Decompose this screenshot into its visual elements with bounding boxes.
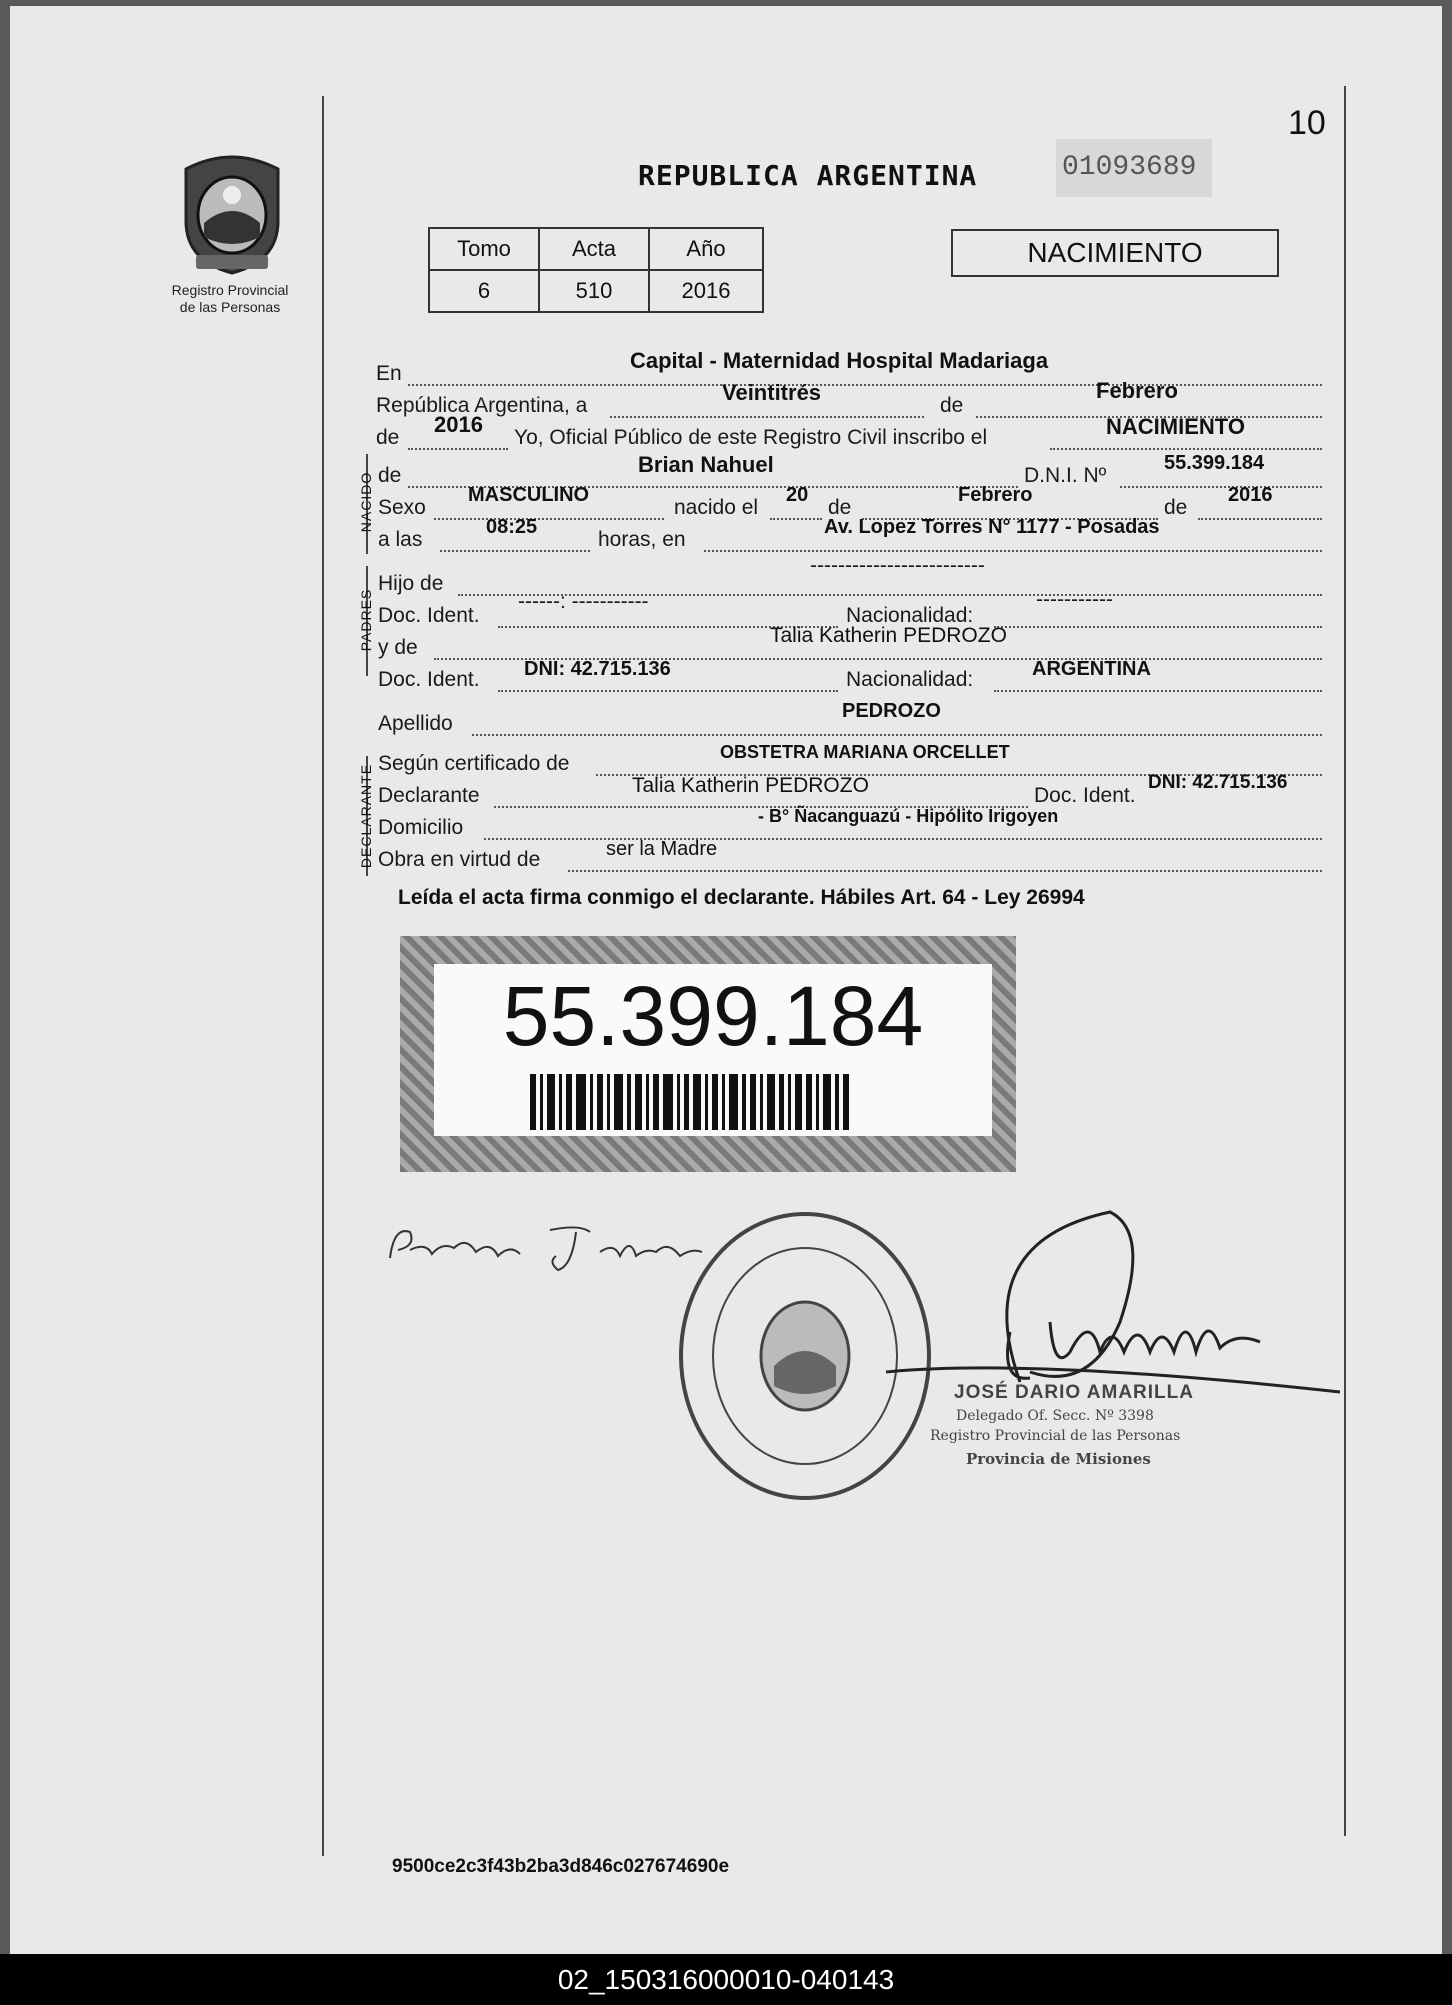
- dni-label: D.N.I. Nº: [1024, 464, 1107, 487]
- republica-label: República Argentina, a: [376, 394, 588, 417]
- nacido-side-label: NACIDO: [358, 471, 374, 533]
- birth-year: 2016: [1228, 484, 1273, 506]
- document-title: REPUBLICA ARGENTINA: [638, 159, 978, 192]
- day-value: Veintitrés: [722, 380, 822, 405]
- page-number: 10: [1288, 104, 1326, 142]
- mother-doc: DNI: 42.715.136: [524, 658, 671, 680]
- inscribe-value: NACIMIENTO: [1106, 414, 1245, 439]
- cert-label: Según certificado de: [378, 752, 570, 775]
- document-hash: 9500ce2c3f43b2ba3d846c027674690e: [392, 1856, 730, 1877]
- father-nationality: -----------: [1036, 588, 1113, 611]
- declarante-side-label: DECLARANTE: [358, 763, 374, 869]
- scan-footer-id: 02_150316000010-040143: [0, 1954, 1452, 2005]
- child-dni: 55.399.184: [1164, 452, 1265, 474]
- nacido-el-label: nacido el: [674, 496, 759, 519]
- apellido-value: PEDROZO: [842, 700, 941, 722]
- nacido-de-label: de: [378, 464, 402, 487]
- birth-day: 20: [786, 484, 809, 506]
- official-registry: Registro Provincial de las Personas: [930, 1428, 1181, 1444]
- sexo-label: Sexo: [378, 496, 426, 519]
- month-value: Febrero: [1096, 378, 1178, 403]
- declarante-label: Declarante: [378, 784, 480, 807]
- child-sex: MASCULINO: [468, 484, 590, 506]
- mother-nationality: ARGENTINA: [1032, 658, 1151, 680]
- obra-label: Obra en virtud de: [378, 848, 541, 871]
- registry-value-tomo: 6: [429, 270, 539, 312]
- mother-signature: [380, 1212, 710, 1282]
- registry-header-tomo: Tomo: [429, 228, 539, 270]
- oficial-text: Yo, Oficial Público de este Registro Civil inscribo el: [514, 426, 988, 449]
- registry-header-ano: Año: [649, 228, 763, 270]
- en-label: En: [376, 362, 402, 385]
- obra-value: ser la Madre: [606, 838, 718, 860]
- nac1-label: Nacionalidad:: [846, 604, 974, 627]
- record-type-box: NACIMIENTO: [951, 229, 1279, 277]
- alas-label: a las: [378, 528, 423, 551]
- horas-label: horas, en: [598, 528, 686, 551]
- year-value: 2016: [434, 412, 483, 437]
- right-margin-line: [1344, 86, 1346, 1836]
- doc2-label: Doc. Ident.: [378, 668, 480, 691]
- mother-name: Talia Katherin PEDROZO: [770, 624, 1007, 647]
- document-page: [10, 6, 1442, 1954]
- domicilio-label: Domicilio: [378, 816, 464, 839]
- serial-number: 01093689: [1056, 139, 1212, 197]
- official-name: JOSÉ DARIO AMARILLA: [954, 1382, 1194, 1403]
- registry-value-ano: 2016: [649, 270, 763, 312]
- logo-caption-line1: Registro Provincial: [171, 282, 289, 298]
- declarante-doc: DNI: 42.715.136: [1148, 772, 1288, 793]
- birth-month: Febrero: [958, 484, 1033, 506]
- declarante-name: Talia Katherin PEDROZO: [632, 774, 869, 797]
- doc1-label: Doc. Ident.: [378, 604, 480, 627]
- logo-caption-line2: de las Personas: [179, 299, 281, 315]
- registry-header-acta: Acta: [539, 228, 649, 270]
- domicilio-value: - B° Ñacanguazú - Hipólito Irigoyen: [758, 806, 1059, 826]
- official-signature: [880, 1202, 1340, 1412]
- official-province: Provincia de Misiones: [966, 1450, 1151, 1468]
- leida-statement: Leída el acta firma conmigo el declarante. Hábiles Art. 64 - Ley 26994: [398, 886, 1085, 909]
- birth-place: Av. Lopez Torres N° 1177 - Posadas: [824, 516, 1160, 538]
- dni-sticker: [400, 936, 1016, 1172]
- declarante-doc-label: Doc. Ident.: [1034, 784, 1136, 807]
- place-of-registration: Capital - Maternidad Hospital Madariaga: [630, 348, 1049, 373]
- left-margin-line: [322, 96, 324, 1856]
- father-doc: ------: -----------: [518, 590, 649, 613]
- nac2-label: Nacionalidad:: [846, 668, 974, 691]
- cert-value: OBSTETRA MARIANA ORCELLET: [720, 742, 1010, 762]
- child-name: Brian Nahuel: [638, 452, 774, 477]
- hijo-de-label: Hijo de: [378, 572, 444, 595]
- birth-de-label-a: de: [828, 496, 852, 519]
- de-label-1: de: [940, 394, 964, 417]
- registry-value-acta: 510: [539, 270, 649, 312]
- province-coat-of-arms-logo: [178, 151, 286, 277]
- birth-de-label-b: de: [1164, 496, 1188, 519]
- padres-side-label: PADRES: [358, 588, 374, 652]
- apellido-label: Apellido: [378, 712, 453, 735]
- father-name: -------------------------: [810, 554, 985, 577]
- yde-label: y de: [378, 636, 418, 659]
- official-position: Delegado Of. Secc. Nº 3398: [956, 1408, 1154, 1424]
- sticker-dni-number: 55.399.184: [502, 969, 924, 1063]
- de-label-2: de: [376, 426, 400, 449]
- barcode: [530, 1074, 900, 1130]
- registry-table: [428, 227, 764, 313]
- birth-hour: 08:25: [486, 516, 538, 538]
- logo-caption: [140, 282, 320, 316]
